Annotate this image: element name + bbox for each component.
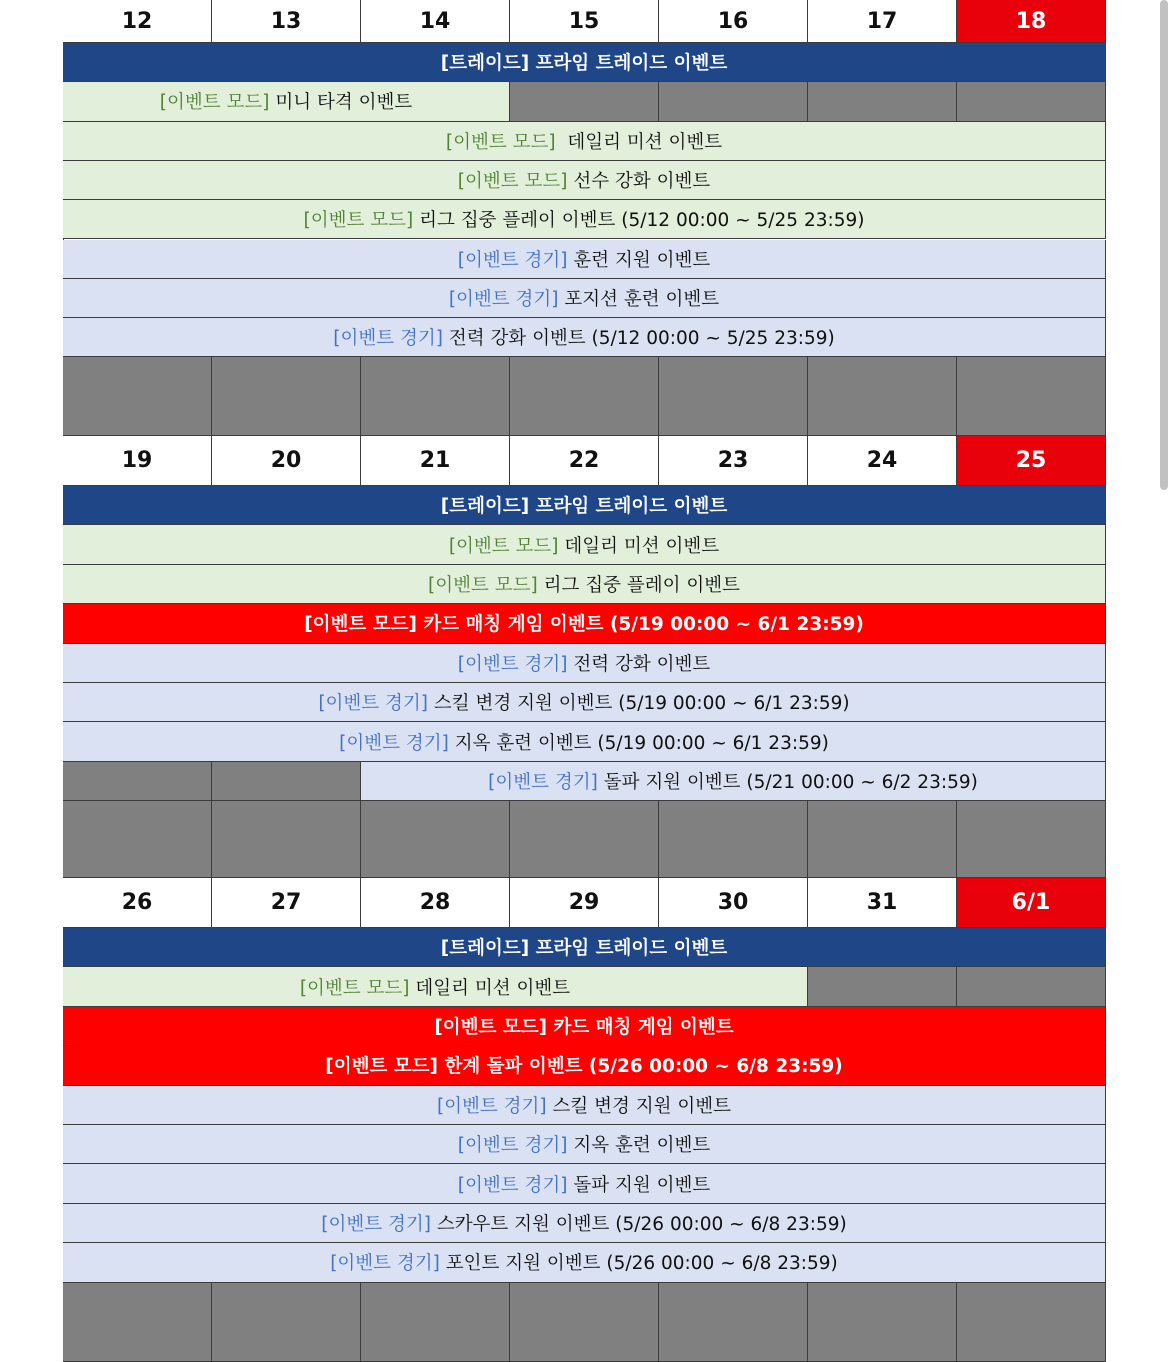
event-category-tag: [이벤트 모드] <box>428 574 538 596</box>
event-category-tag: [이벤트 경기] <box>436 1095 547 1117</box>
empty-day-cell <box>212 762 361 801</box>
event-bar-match[interactable] <box>63 279 1106 318</box>
empty-day-cell <box>659 801 808 878</box>
empty-day-cell <box>212 1283 361 1362</box>
event-title: 지옥 훈련 이벤트 (5/19 00:00 ~ 6/1 23:59) <box>448 732 829 754</box>
event-category-tag: [트레이드] <box>440 496 530 518</box>
event-bar-hot[interactable] <box>63 1046 1106 1085</box>
event-bar-mode[interactable] <box>63 200 1106 239</box>
event-category-tag: [이벤트 경기] <box>488 771 598 793</box>
date-cell[interactable]: 28 <box>361 878 510 928</box>
event-bar-trade[interactable] <box>63 486 1106 525</box>
empty-day-cell <box>808 1283 957 1362</box>
date-cell[interactable]: 13 <box>212 0 361 43</box>
event-title: 리그 집중 플레이 이벤트 (5/12 00:00 ~ 5/25 23:59) <box>413 210 865 232</box>
empty-day-cell <box>808 801 957 878</box>
date-cell[interactable]: 6/1 <box>957 878 1106 928</box>
empty-day-cell <box>212 357 361 436</box>
event-title: 스킬 변경 지원 이벤트 (5/19 00:00 ~ 6/1 23:59) <box>428 693 850 715</box>
date-cell[interactable]: 16 <box>659 0 808 43</box>
event-category-tag: [이벤트 경기] <box>457 1174 568 1196</box>
empty-day-cell <box>510 801 659 878</box>
empty-day-cell <box>63 357 212 436</box>
event-bar-match[interactable] <box>63 722 1106 761</box>
event-bar-match[interactable] <box>63 1243 1106 1282</box>
event-bar-mode[interactable] <box>63 565 1106 604</box>
event-bar-mode[interactable] <box>63 967 808 1006</box>
event-bar-mode[interactable] <box>63 525 1106 564</box>
empty-day-cell <box>510 1283 659 1362</box>
date-cell[interactable]: 22 <box>510 436 659 486</box>
empty-day-cell <box>659 357 808 436</box>
event-title: 포지션 훈련 이벤트 <box>558 288 720 310</box>
event-category-tag: [이벤트 경기] <box>457 249 568 271</box>
event-title: 데일리 미션 이벤트 <box>555 131 723 153</box>
date-cell[interactable]: 15 <box>510 0 659 43</box>
event-title: 데일리 미션 이벤트 <box>558 535 720 557</box>
event-bar-match[interactable] <box>361 762 1106 801</box>
date-cell[interactable]: 14 <box>361 0 510 43</box>
date-cell[interactable]: 19 <box>63 436 212 486</box>
event-category-tag: [이벤트 경기] <box>318 693 428 715</box>
date-cell[interactable]: 25 <box>957 436 1106 486</box>
date-cell[interactable]: 23 <box>659 436 808 486</box>
event-title: 선수 강화 이벤트 <box>567 171 711 193</box>
event-title: 카드 매칭 게임 이벤트 <box>547 1016 734 1038</box>
event-bar-match[interactable] <box>63 644 1106 683</box>
empty-day-cell <box>361 1283 510 1362</box>
empty-day-cell <box>63 762 212 801</box>
empty-day-cell <box>957 1283 1106 1362</box>
empty-day-cell <box>957 357 1106 436</box>
empty-day-cell <box>212 801 361 878</box>
empty-day-cell <box>63 801 212 878</box>
date-cell[interactable]: 21 <box>361 436 510 486</box>
empty-day-cell <box>957 801 1106 878</box>
event-bar-trade[interactable] <box>63 928 1106 967</box>
event-bar-match[interactable] <box>63 1204 1106 1243</box>
event-category-tag: [이벤트 모드] <box>159 92 270 114</box>
event-bar-match[interactable] <box>63 1164 1106 1203</box>
event-title: 돌파 지원 이벤트 (5/21 00:00 ~ 6/2 23:59) <box>597 771 978 793</box>
event-category-tag: [이벤트 모드] <box>457 171 568 193</box>
date-cell[interactable]: 20 <box>212 436 361 486</box>
event-title: 프라임 트레이드 이벤트 <box>529 938 728 960</box>
event-bar-match[interactable] <box>63 318 1106 357</box>
date-cell[interactable]: 12 <box>63 0 212 43</box>
event-bar-mode[interactable] <box>63 82 510 121</box>
date-cell[interactable]: 27 <box>212 878 361 928</box>
event-title: 미니 타격 이벤트 <box>269 92 413 114</box>
event-category-tag: [이벤트 경기] <box>333 328 443 350</box>
empty-day-cell <box>808 967 957 1006</box>
event-title: 훈련 지원 이벤트 <box>567 249 711 271</box>
event-title: 스킬 변경 지원 이벤트 <box>546 1095 732 1117</box>
empty-day-cell <box>957 82 1106 121</box>
date-cell[interactable]: 18 <box>957 0 1106 43</box>
empty-day-cell <box>361 357 510 436</box>
event-category-tag: [이벤트 모드] <box>448 535 559 557</box>
event-title: 리그 집중 플레이 이벤트 <box>537 574 740 596</box>
date-cell[interactable]: 31 <box>808 878 957 928</box>
empty-day-cell <box>659 1283 808 1362</box>
date-cell[interactable]: 17 <box>808 0 957 43</box>
event-category-tag: [트레이드] <box>440 938 530 960</box>
date-cell[interactable]: 24 <box>808 436 957 486</box>
event-category-tag: [이벤트 경기] <box>457 1135 568 1157</box>
event-title: 돌파 지원 이벤트 <box>567 1174 711 1196</box>
date-cell[interactable]: 29 <box>510 878 659 928</box>
empty-day-cell <box>510 357 659 436</box>
event-category-tag: [이벤트 경기] <box>457 653 568 675</box>
event-category-tag: [이벤트 모드] <box>303 210 414 232</box>
event-category-tag: [이벤트 모드] <box>299 977 410 999</box>
event-bar-match[interactable] <box>63 240 1106 279</box>
event-bar-match[interactable] <box>63 1086 1106 1125</box>
event-title: 전력 강화 이벤트 (5/12 00:00 ~ 5/25 23:59) <box>442 328 835 350</box>
event-bar-match[interactable] <box>63 1125 1106 1164</box>
event-category-tag: [이벤트 모드] <box>304 614 417 636</box>
event-title: 카드 매칭 게임 이벤트 (5/19 00:00 ~ 6/1 23:59) <box>416 614 864 636</box>
event-category-tag: [이벤트 모드] <box>445 131 556 153</box>
scrollbar-track[interactable] <box>1156 0 1170 1362</box>
empty-day-cell <box>510 82 659 121</box>
event-bar-hot[interactable] <box>63 604 1106 643</box>
event-bar-mode[interactable] <box>63 122 1106 161</box>
event-category-tag: [이벤트 모드] <box>325 1056 439 1078</box>
event-category-tag: [이벤트 경기] <box>321 1213 431 1235</box>
event-title: 전력 강화 이벤트 <box>567 653 711 675</box>
event-title: 스카우트 지원 이벤트 (5/26 00:00 ~ 6/8 23:59) <box>430 1213 847 1235</box>
scrollbar-thumb[interactable] <box>1160 0 1168 490</box>
event-title: 데일리 미션 이벤트 <box>409 977 571 999</box>
event-title: 프라임 트레이드 이벤트 <box>529 496 728 518</box>
event-category-tag: [이벤트 경기] <box>448 288 559 310</box>
event-title: 프라임 트레이드 이벤트 <box>529 53 728 75</box>
event-bar-match[interactable] <box>63 683 1106 722</box>
event-category-tag: [이벤트 모드] <box>434 1016 548 1038</box>
event-bar-trade[interactable] <box>63 43 1106 82</box>
date-cell[interactable]: 30 <box>659 878 808 928</box>
event-bar-mode[interactable] <box>63 161 1106 200</box>
empty-day-cell <box>659 82 808 121</box>
empty-day-cell <box>63 1283 212 1362</box>
event-category-tag: [트레이드] <box>440 53 530 75</box>
event-category-tag: [이벤트 경기] <box>339 732 449 754</box>
date-cell[interactable]: 26 <box>63 878 212 928</box>
event-title: 지옥 훈련 이벤트 <box>567 1135 711 1157</box>
event-title: 한계 돌파 이벤트 (5/26 00:00 ~ 6/8 23:59) <box>438 1056 843 1078</box>
empty-day-cell <box>957 967 1106 1006</box>
empty-day-cell <box>361 801 510 878</box>
empty-day-cell <box>808 82 957 121</box>
event-calendar <box>63 0 1106 1362</box>
event-category-tag: [이벤트 경기] <box>330 1253 440 1275</box>
empty-day-cell <box>808 357 957 436</box>
event-bar-hot[interactable] <box>63 1007 1106 1046</box>
event-title: 포인트 지원 이벤트 (5/26 00:00 ~ 6/8 23:59) <box>439 1253 838 1275</box>
